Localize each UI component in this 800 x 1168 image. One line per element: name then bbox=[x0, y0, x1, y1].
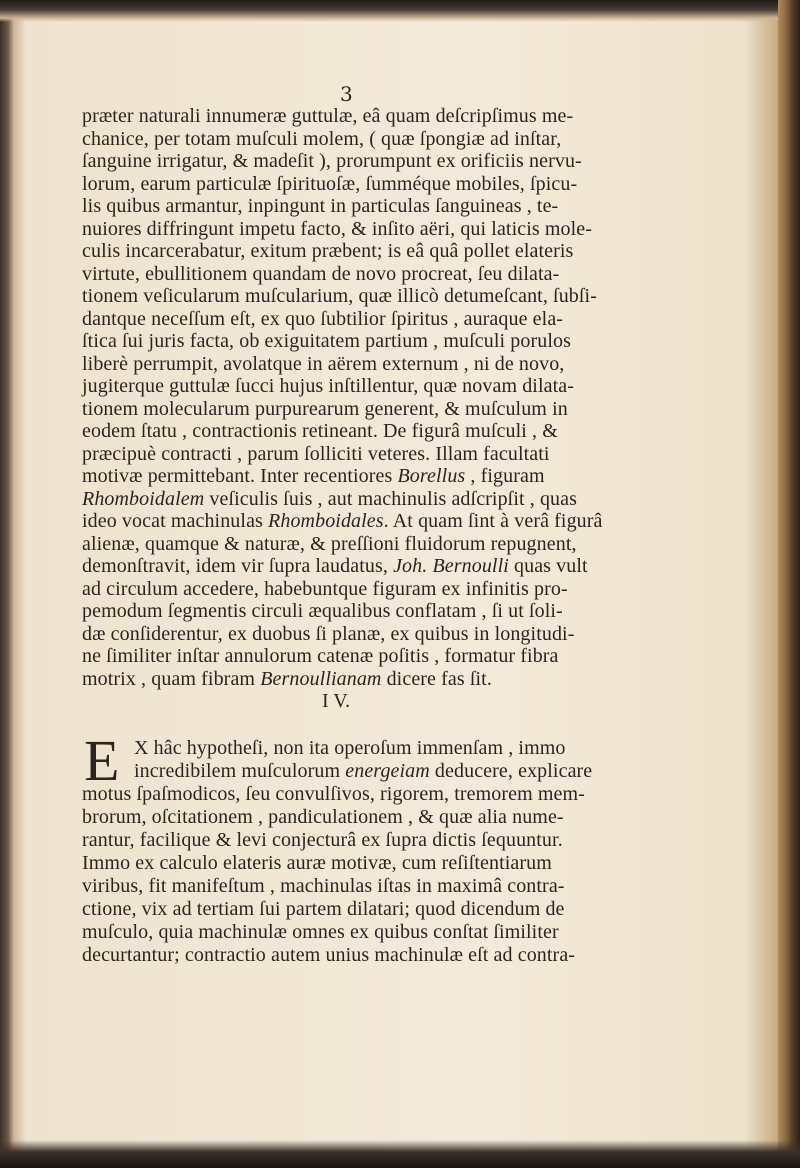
text-line: X hâc hypotheſi, non ita operoſum immenſam , immo bbox=[134, 737, 566, 759]
signature-mark: 3 bbox=[340, 82, 353, 106]
text-line: motrix , quam fibram Bernoullianam dicere fas ſit. bbox=[82, 667, 492, 690]
text-line: incredibilem muſculorum energeiam deducere, explicare bbox=[134, 760, 593, 782]
text-line: ctione, vix ad tertiam ſui partem dilatari; quod dicendum de bbox=[82, 898, 565, 920]
text-line: Rhomboidalem veſiculis ſuis , aut machinulis adſcripſit , quas bbox=[82, 487, 578, 510]
text-line: culis incarcerabatur, exitum præbent; is eâ quâ pollet elateris bbox=[82, 240, 574, 262]
book-page bbox=[60, 70, 770, 1150]
drop-initial: E bbox=[84, 728, 120, 793]
text-line: dantque neceſſum eſt, ex quo ſubtilior ſpiritus , auraque ela- bbox=[82, 307, 564, 330]
text-line: nuiores diffringunt impetu facto, & inſito aëri, qui laticis mole- bbox=[82, 217, 593, 240]
text-line: decurtantur; contractio autem unius machinulæ eſt ad contra- bbox=[82, 944, 576, 966]
text-line: muſculo, quia machinulæ omnes ex quibus conſtat ſimiliter bbox=[82, 921, 559, 943]
text-line: jugiterque guttulæ ſucci hujus inſtillentur, quæ novam dilata- bbox=[82, 375, 574, 397]
book-right-edge bbox=[778, 0, 800, 1168]
section-heading: I V. bbox=[322, 690, 351, 712]
text-line: ne ſimiliter inſtar annulorum catenæ poſitis , formatur fibra bbox=[82, 645, 559, 667]
text-line: eodem ſtatu , contractionis retineant. De figurâ muſculi , & bbox=[82, 420, 558, 442]
text-line: ad circulum accedere, habebuntque figuram ex infinitis pro- bbox=[82, 577, 568, 600]
text-line: alienæ, quamque & naturæ, & preſſioni fluidorum repugnent, bbox=[82, 532, 577, 555]
text-line: ſtica ſui juris facta, ob exiguitatem partium , muſculi porulos bbox=[82, 330, 571, 352]
text-line: chanice, per totam muſculi molem, ( quæ ſpongiæ ad inſtar, bbox=[82, 127, 562, 150]
text-line: tionem veſicularum muſcularium, quæ illicò detumeſcant, ſubſi- bbox=[82, 285, 597, 307]
text-line: motus ſpaſmodicos, ſeu convulſivos, rigorem, tremorem mem- bbox=[82, 783, 585, 805]
text-line: Immo ex calculo elateris auræ motivæ, cum reſiſtentiarum bbox=[82, 852, 552, 874]
text-line: præcipuè contracti , parum ſolliciti veteres. Illam facultati bbox=[82, 442, 550, 465]
text-line: lorum, earum particulæ ſpirituoſæ, ſumméque mobiles, ſpicu- bbox=[82, 172, 578, 195]
text-line: virtute, ebullitionem quandam de novo procreat, ſeu dilata- bbox=[82, 262, 560, 285]
text-line: demonſtravit, idem vir ſupra laudatus, Joh. Bernoulli quas vult bbox=[82, 555, 588, 577]
text-line: liberè perrumpit, avolatque in aërem externum , ni de novo, bbox=[82, 352, 565, 375]
book-top-edge bbox=[0, 0, 800, 22]
text-line: ideo vocat machinulas Rhomboidales. At quam ſint à verâ figurâ bbox=[82, 510, 603, 532]
text-line: brorum, oſcitationem , pandiculationem , & quæ alia nume- bbox=[82, 806, 564, 828]
text-line: pemodum ſegmentis circuli æqualibus conflatam , ſi ut ſoli- bbox=[82, 600, 563, 622]
text-line: viribus, fit manifeſtum , machinulas iſtas in maximâ contra- bbox=[82, 875, 565, 897]
text-line: motivæ permittebant. Inter recentiores Borellus , figuram bbox=[82, 465, 545, 487]
text-line: dæ conſiderentur, ex duobus ſi planæ, ex quibus in longitudi- bbox=[82, 622, 575, 645]
text-line: lis quibus armantur, inpingunt in particulas ſanguineas , te- bbox=[82, 195, 559, 217]
text-line: rantur, facilique & levi conjecturâ ex ſupra dictis ſequuntur. bbox=[82, 829, 563, 851]
text-line: præter naturali innumeræ guttulæ, eâ quam deſcripſimus me- bbox=[82, 105, 574, 127]
text-line: ſanguine irrigatur, & madeſit ), prorumpunt ex orificiis nervu- bbox=[82, 150, 582, 172]
text-line: tionem molecularum purpurearum generent, & muſculum in bbox=[82, 397, 568, 420]
